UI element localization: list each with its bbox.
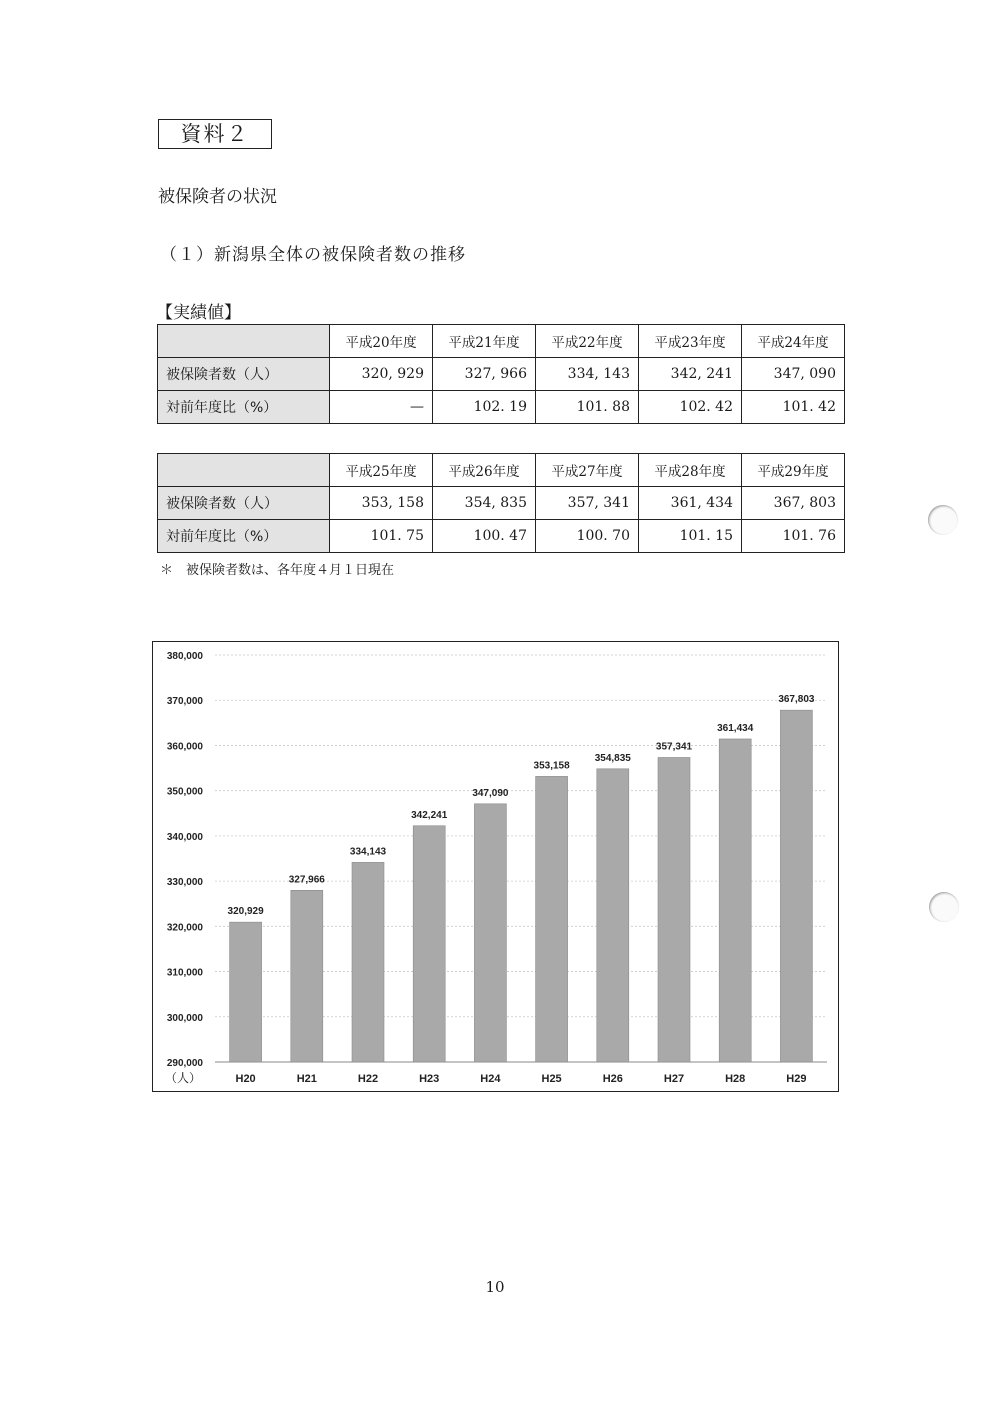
bar <box>719 739 751 1062</box>
x-tick-label: H24 <box>480 1073 501 1085</box>
y-tick-label: 360,000 <box>166 741 203 753</box>
y-tick-label: 310,000 <box>166 967 203 979</box>
page-number: 10 <box>485 1278 505 1296</box>
year-header: 平成26年度 <box>433 454 536 487</box>
table-row-yoy-ratio <box>158 391 845 424</box>
table-cell: 357, 341 <box>536 487 639 520</box>
y-tick-label: 300,000 <box>166 1012 203 1024</box>
punch-hole <box>928 505 958 535</box>
data-label: 367,803 <box>778 694 815 706</box>
year-header: 平成25年度 <box>330 454 433 487</box>
insured-count-bar-chart <box>152 641 839 1092</box>
y-tick-label: 290,000 <box>166 1058 203 1069</box>
year-header: 平成24年度 <box>742 325 845 358</box>
x-tick-label: H23 <box>419 1073 440 1085</box>
data-label: 320,929 <box>227 906 264 918</box>
section-title: 被保険者の状況 <box>158 187 277 207</box>
document-label: 資料２ <box>158 119 272 149</box>
data-label: 334,143 <box>349 846 387 858</box>
bar <box>230 922 262 1062</box>
punch-hole <box>929 892 959 922</box>
year-header: 平成27年度 <box>536 454 639 487</box>
y-unit-label: （人） <box>164 1071 202 1085</box>
table-cell: 101. 15 <box>639 520 742 553</box>
table-cell: 100. 70 <box>536 520 639 553</box>
x-tick-label: H28 <box>725 1073 746 1085</box>
table-cell: 320, 929 <box>330 358 433 391</box>
row-label: 被保険者数（人） <box>158 358 330 391</box>
year-header: 平成21年度 <box>433 325 536 358</box>
x-tick-label: H25 <box>541 1073 562 1085</box>
table-cell: 101. 88 <box>536 391 639 424</box>
table-row-insured-count <box>158 487 845 520</box>
table-cell: 102. 19 <box>433 391 536 424</box>
table-cell: 367, 803 <box>742 487 845 520</box>
y-tick-label: 320,000 <box>166 922 203 934</box>
y-tick-label: 380,000 <box>166 651 203 662</box>
table-header-row <box>158 325 845 358</box>
stats-table-h25-h29 <box>157 453 845 553</box>
x-tick-label: H21 <box>296 1073 317 1085</box>
table-header-row <box>158 454 845 487</box>
data-label: 357,341 <box>655 741 693 753</box>
table-cell: 354, 835 <box>433 487 536 520</box>
x-tick-label: H20 <box>235 1073 256 1085</box>
table-cell: 361, 434 <box>639 487 742 520</box>
bar <box>780 710 812 1062</box>
data-label: 342,241 <box>411 809 448 821</box>
table-cell: — <box>330 391 433 424</box>
table-caption: 【実績値】 <box>156 303 241 323</box>
bar <box>413 826 445 1062</box>
bar <box>536 776 568 1062</box>
data-label: 353,158 <box>533 760 570 772</box>
table-cell: 100. 47 <box>433 520 536 553</box>
table-cell: 101. 42 <box>742 391 845 424</box>
bar <box>597 769 629 1062</box>
year-header: 平成28年度 <box>639 454 742 487</box>
table-cell: 353, 158 <box>330 487 433 520</box>
data-label: 361,434 <box>717 722 754 734</box>
table-cell: 101. 76 <box>742 520 845 553</box>
table-row-insured-count <box>158 358 845 391</box>
table-cell: 334, 143 <box>536 358 639 391</box>
table-corner-cell <box>158 325 330 358</box>
row-label: 対前年度比（%） <box>158 520 330 553</box>
table-corner-cell <box>158 454 330 487</box>
row-label: 対前年度比（%） <box>158 391 330 424</box>
table-cell: 102. 42 <box>639 391 742 424</box>
year-header: 平成22年度 <box>536 325 639 358</box>
row-label: 被保険者数（人） <box>158 487 330 520</box>
stats-table-h20-h24 <box>157 324 845 424</box>
year-header: 平成23年度 <box>639 325 742 358</box>
table-cell: 327, 966 <box>433 358 536 391</box>
bar <box>291 890 323 1062</box>
x-tick-label: H27 <box>663 1073 685 1085</box>
bar <box>352 862 384 1062</box>
chart-canvas <box>153 642 837 1090</box>
table-cell: 347, 090 <box>742 358 845 391</box>
table-footnote: ＊ 被保険者数は、各年度４月１日現在 <box>160 563 395 578</box>
x-tick-label: H26 <box>602 1073 623 1085</box>
y-tick-label: 340,000 <box>166 831 203 843</box>
y-tick-label: 330,000 <box>166 877 203 889</box>
y-tick-label: 370,000 <box>166 696 203 708</box>
table-cell: 342, 241 <box>639 358 742 391</box>
x-tick-label: H29 <box>786 1073 807 1085</box>
data-label: 354,835 <box>594 752 631 764</box>
bar <box>658 757 690 1062</box>
table-row-yoy-ratio <box>158 520 845 553</box>
data-label: 347,090 <box>472 787 509 799</box>
subsection-title: （１）新潟県全体の被保険者数の推移 <box>160 245 466 265</box>
x-tick-label: H22 <box>357 1073 379 1085</box>
year-header: 平成20年度 <box>330 325 433 358</box>
y-tick-label: 350,000 <box>166 786 203 798</box>
bar <box>474 804 506 1062</box>
data-label: 327,966 <box>288 874 325 886</box>
table-cell: 101. 75 <box>330 520 433 553</box>
year-header: 平成29年度 <box>742 454 845 487</box>
